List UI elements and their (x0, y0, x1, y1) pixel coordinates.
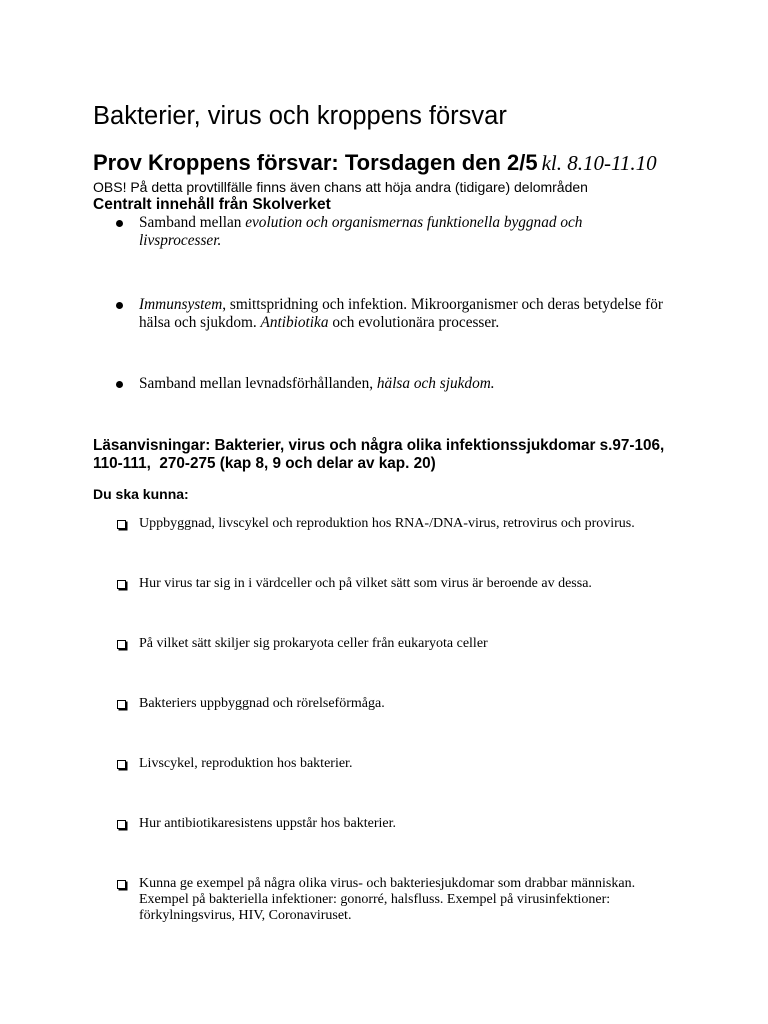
checklist-item-text: Kunna ge exempel på några olika virus- och bakteriesjukdomar som drabbar människan. Exempel på bakteriella infektioner: gonorré, halsfluss. Exempel på virusinfektioner: förkylningsvirus, HIV, Coronaviruset. (139, 876, 636, 923)
bullet-icon (116, 302, 123, 309)
checklist-item (0, 876, 768, 924)
list-item (0, 375, 768, 411)
exam-notice: OBS! På detta provtillfälle finns även chans att höja andra (tidigare) delområden (93, 179, 588, 195)
checkbox-icon (117, 520, 126, 529)
checkbox-icon (117, 760, 126, 769)
list-item-text-emphasis: Immunsystem (139, 296, 223, 313)
checklist-item-text: Uppbyggnad, livscykel och reproduktion hos RNA-/DNA-virus, retrovirus och provirus. (139, 516, 635, 531)
checkbox-icon (117, 640, 126, 649)
checklist-item (0, 576, 768, 624)
checklist-item (0, 636, 768, 684)
checklist-item (0, 696, 768, 744)
checklist-item (0, 816, 768, 864)
checklist-item-text: Livscykel, reproduktion hos bakterier. (139, 756, 353, 771)
exam-time: kl. 8.10-11.10 (541, 151, 657, 175)
exam-line (93, 150, 657, 179)
list-item (0, 296, 768, 332)
list-item-text-plain: , smittspridning och infektion. Mikroorganismer och deras betydelse för hälsa och sjukdom. (139, 296, 663, 331)
checklist-item (0, 756, 768, 804)
checkbox-icon (117, 700, 126, 709)
list-item-text-emphasis: Antibiotika (260, 313, 329, 331)
exam-heading: Prov Kroppens försvar: Torsdagen den 2/5 (93, 150, 538, 175)
list-item-text-plain: Samband mellan levnadsförhållanden, (139, 375, 377, 392)
checklist-item-text: Hur antibiotikaresistens uppstår hos bakterier. (139, 816, 396, 831)
reading-instructions: Läsanvisningar: Bakterier, virus och några olika infektionssjukdomar s.97-106, 110-111, 270-275 (kap 8, 9 och delar av kap. 20) (93, 437, 665, 472)
checklist-heading: Du ska kunna: (93, 486, 189, 502)
bullet-icon (116, 220, 123, 227)
list-item (0, 214, 768, 250)
checkbox-icon (117, 820, 126, 829)
list-item-text-emphasis: hälsa och sjukdom. (376, 375, 495, 392)
list-item-text-plain: Samband mellan (139, 214, 246, 231)
list-item-text (139, 375, 495, 393)
checklist-item-text: På vilket sätt skiljer sig prokaryota celler från eukaryota celler (139, 636, 488, 651)
list-item-text (139, 214, 582, 249)
checkbox-icon (117, 580, 126, 589)
checklist-item-text: Hur virus tar sig in i värdceller och på vilket sätt som virus är beroende av dessa. (139, 576, 592, 591)
list-item-text-emphasis: evolution och organismernas funktionella byggnad och livsprocesser. (139, 214, 583, 249)
checkbox-icon (117, 880, 126, 889)
checklist-item-text: Bakteriers uppbyggnad och rörelseförmåga. (139, 696, 385, 711)
bullet-icon (116, 381, 123, 388)
list-item-text-plain: och evolutionära processer. (328, 313, 500, 331)
checklist-item (0, 516, 768, 564)
list-item-text (139, 296, 663, 331)
page-title: Bakterier, virus och kroppens försvar (93, 102, 507, 130)
section-heading-central-content: Centralt innehåll från Skolverket (93, 196, 331, 213)
